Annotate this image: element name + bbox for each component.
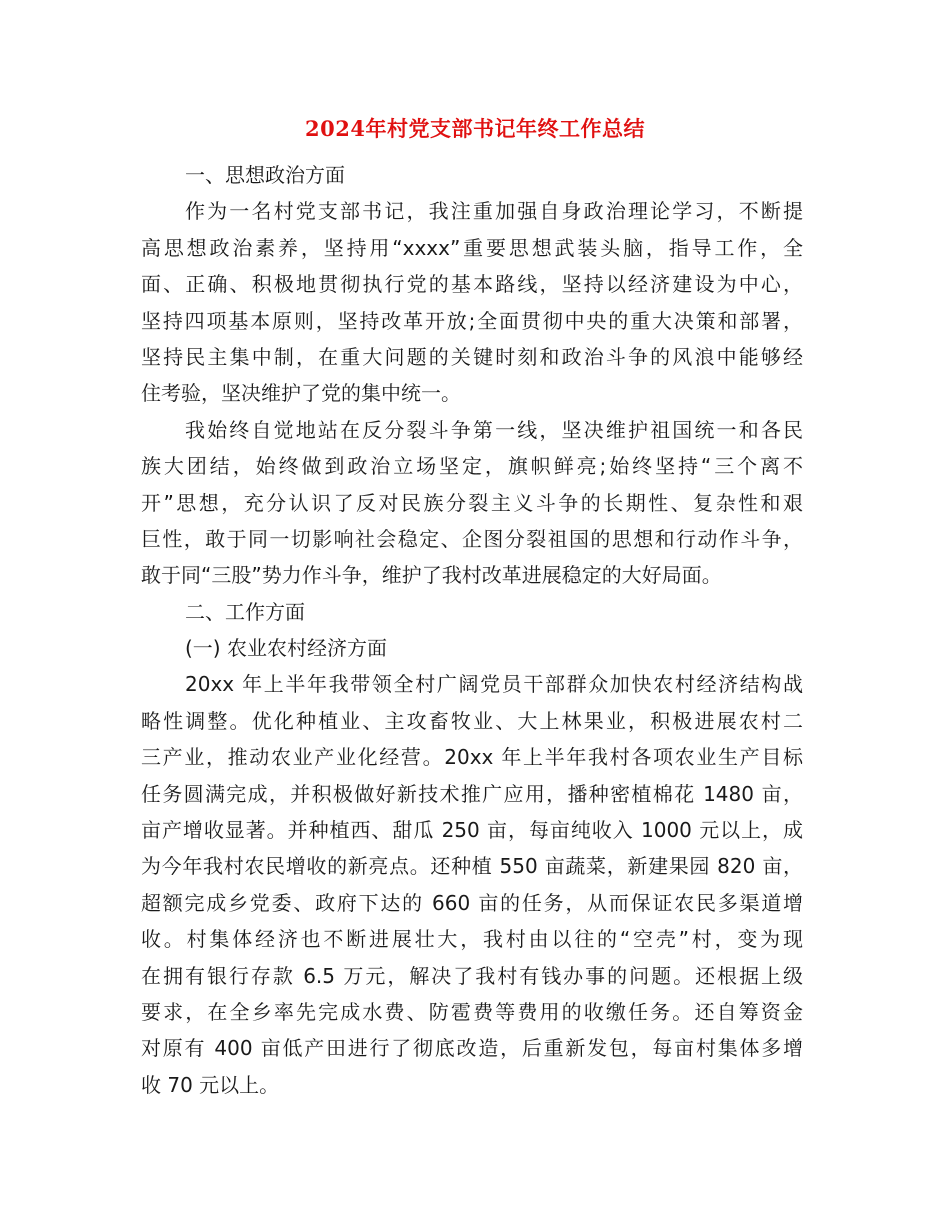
text-line: 超额完成乡党委、政府下达的 660 亩的任务，从而保证农民多渠道增 (141, 890, 803, 915)
paragraph (141, 193, 803, 411)
text-line: (一) 农业农村经济方面 (185, 636, 387, 661)
text-line: 面、正确、积极地贯彻执行党的基本路线，坚持以经济建设为中心， (141, 272, 803, 297)
document-title: 2024年村党支部书记年终工作总结 (305, 116, 645, 141)
paragraph (141, 412, 803, 594)
text-line: 亩产增收显著。并种植西、甜瓜 250 亩，每亩纯收入 1000 元以上，成 (141, 818, 803, 843)
text-line: 坚持民主集中制，在重大问题的关键时刻和政治斗争的风浪中能够经 (141, 344, 803, 369)
text-line: 巨性，敢于同一切影响社会稳定、企图分裂祖国的思想和行动作斗争， (141, 526, 803, 551)
text-line: 三产业，推动农业产业化经营。20xx 年上半年我村各项农业生产目标 (141, 745, 803, 770)
paragraph (141, 666, 803, 1103)
text-line: 收 70 元以上。 (141, 1072, 280, 1097)
text-line: 坚持四项基本原则，坚持改革开放;全面贯彻中央的重大决策和部署， (141, 308, 803, 333)
text-line: 在拥有银行存款 6.5 万元，解决了我村有钱办事的问题。还根据上级 (141, 963, 803, 988)
text-line: 收。村集体经济也不断进展壮大，我村由以往的“空壳”村，变为现 (141, 927, 803, 952)
text-line: 略性调整。优化种植业、主攻畜牧业、大上林果业，积极进展农村二 (141, 708, 803, 733)
text-line: 二、工作方面 (185, 599, 305, 624)
text-line: 为今年我村农民增收的新亮点。还种植 550 亩蔬菜，新建果园 820 亩， (141, 854, 803, 879)
text-line: 一、思想政治方面 (185, 163, 345, 187)
document-body (141, 157, 803, 1103)
text-line: 敢于同“三股”势力作斗争，维护了我村改革进展稳定的大好局面。 (141, 563, 722, 588)
section-heading (141, 594, 803, 630)
text-line: 族大团结，始终做到政治立场坚定，旗帜鲜亮;始终坚持“三个离不 (141, 454, 803, 479)
text-line: 20xx 年上半年我带领全村广阔党员干部群众加快农村经济结构战 (185, 672, 803, 697)
text-line: 我始终自觉地站在反分裂斗争第一线，坚决维护祖国统一和各民 (185, 417, 803, 442)
text-line: 开”思想，充分认识了反对民族分裂主义斗争的长期性、复杂性和艰 (141, 490, 803, 515)
section-heading (141, 157, 803, 193)
text-line: 对原有 400 亩低产田进行了彻底改造，后重新发包，每亩村集体多增 (141, 1036, 803, 1061)
text-line: 要求，在全乡率先完成水费、防雹费等费用的收缴任务。还自筹资金 (141, 999, 803, 1024)
text-line: 作为一名村党支部书记，我注重加强自身政治理论学习，不断提 (185, 199, 803, 224)
text-line: 住考验，坚决维护了党的集中统一。 (141, 381, 461, 406)
text-line: 高思想政治素养，坚持用“xxxx”重要思想武装头脑，指导工作，全 (141, 235, 803, 260)
section-heading (141, 630, 803, 666)
text-line: 任务圆满完成，并积极做好新技术推广应用，播种密植棉花 1480 亩， (141, 781, 803, 806)
